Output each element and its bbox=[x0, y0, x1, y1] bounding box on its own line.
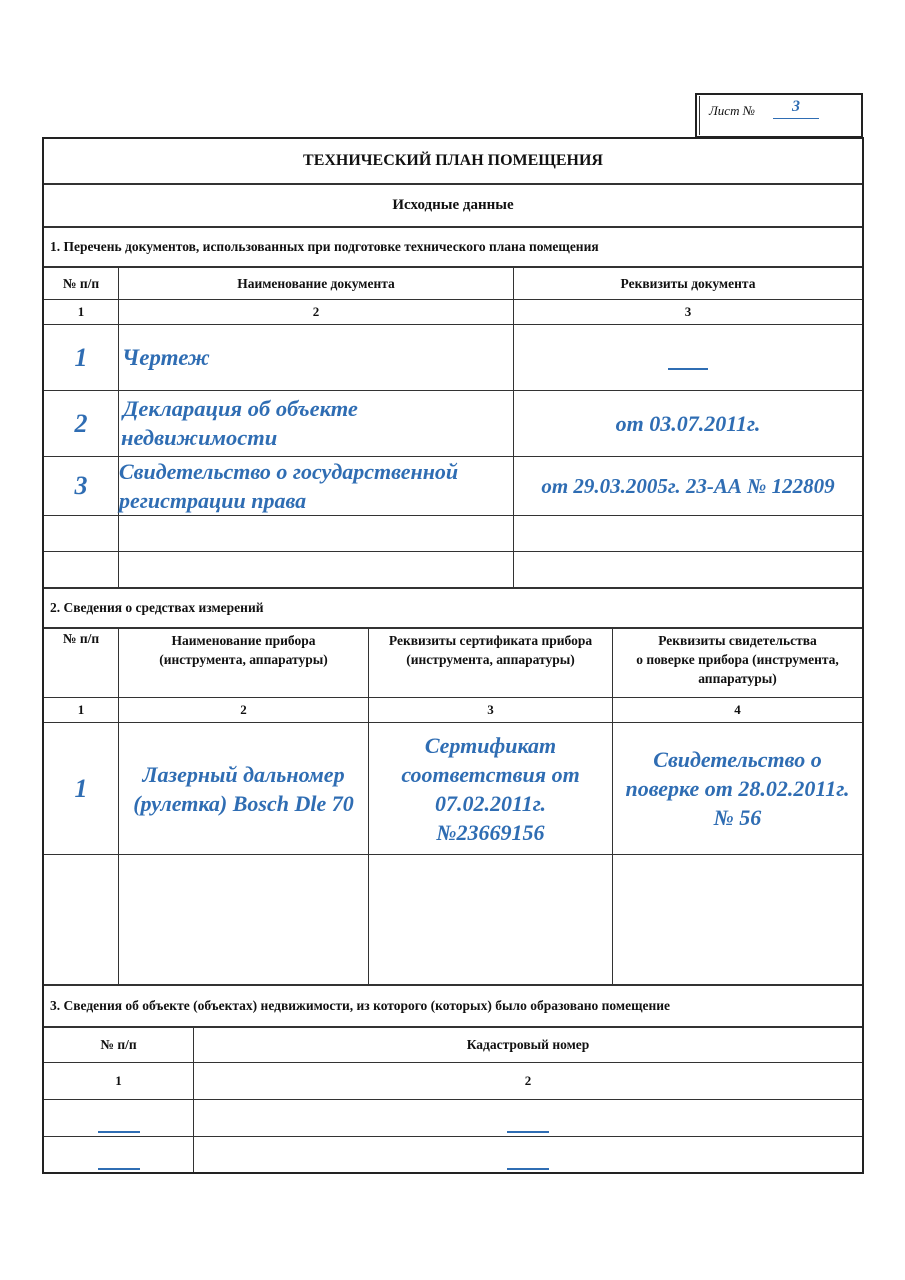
s3-colnum-1: 1 bbox=[115, 1073, 122, 1088]
s2-col-verif-line3: аппаратуры) bbox=[698, 671, 777, 686]
s1-row1-req-dash bbox=[668, 368, 708, 370]
s3-row2-num-dash bbox=[98, 1168, 140, 1170]
s2-colnum-4: 4 bbox=[734, 702, 741, 717]
s1-col-req: Реквизиты документа bbox=[620, 276, 756, 291]
sheet-number-underline bbox=[773, 118, 819, 119]
s3-row1-num-dash bbox=[98, 1131, 140, 1133]
s3-row2-num bbox=[44, 1137, 193, 1172]
s2-colnum-1: 1 bbox=[77, 702, 85, 717]
s1-row3-name bbox=[119, 457, 513, 515]
s1-row1-num: 1 bbox=[74, 342, 88, 372]
s1-row1-req bbox=[514, 325, 862, 390]
s2-col-device-line1: Наименование прибора bbox=[171, 633, 316, 648]
divider bbox=[44, 515, 862, 516]
s3-row1-cadastral-dash bbox=[507, 1131, 549, 1133]
s1-row1-name: Чертеж bbox=[122, 344, 210, 370]
s2-row1-device-line1: Лазерный дальномер bbox=[142, 762, 345, 787]
s3-col-cadastral: Кадастровый номер bbox=[466, 1037, 590, 1052]
s1-col-num: № п/п bbox=[62, 276, 100, 291]
s1-colnum-1: 1 bbox=[77, 304, 85, 319]
form-title: ТЕХНИЧЕСКИЙ ПЛАН ПОМЕЩЕНИЯ bbox=[303, 152, 603, 169]
s1-row2-num: 2 bbox=[74, 408, 88, 438]
divider bbox=[44, 854, 862, 855]
s1-row2-name bbox=[121, 394, 511, 452]
s3-row2-cadastral-dash bbox=[507, 1168, 549, 1170]
form-subtitle: Исходные данные bbox=[392, 197, 514, 213]
s1-row3-num: 3 bbox=[74, 471, 88, 500]
sheet-number-box bbox=[695, 93, 863, 138]
s3-col-num: № п/п bbox=[100, 1037, 137, 1052]
divider bbox=[44, 551, 862, 552]
s2-col-num: № п/п bbox=[62, 631, 100, 646]
s2-row1-cert-line1: Сертификат bbox=[424, 733, 557, 758]
s2-col-device bbox=[119, 631, 368, 669]
s1-row2-name-line1: Декларация об объекте bbox=[123, 396, 358, 421]
s1-row3-name-line1: Свидетельство о государственной bbox=[119, 459, 459, 484]
s2-col-cert-line2: (инструмента, аппаратуры) bbox=[406, 652, 575, 667]
s2-row1-num: 1 bbox=[74, 773, 88, 803]
s2-row1-verif bbox=[613, 745, 862, 832]
divider bbox=[44, 627, 862, 629]
s3-colnum-2: 2 bbox=[524, 1073, 532, 1088]
s2-row1-verif-line1: Свидетельство о bbox=[653, 747, 822, 772]
sheet-number: 3 bbox=[792, 98, 800, 115]
sheet-box-inner-line bbox=[699, 96, 700, 135]
s1-row3-name-line2: регистрации права bbox=[119, 488, 307, 513]
s2-row1-cert-line4: №23669156 bbox=[436, 820, 545, 845]
s2-colnum-2: 2 bbox=[240, 702, 247, 717]
section2-heading: 2. Сведения о средствах измерений bbox=[50, 600, 264, 615]
s2-col-verif-line2: о поверке прибора (инструмента, bbox=[636, 652, 839, 667]
s2-row1-cert-line3: 07.02.2011г. bbox=[434, 791, 547, 816]
s2-col-verif-line1: Реквизиты свидетельства bbox=[658, 633, 817, 648]
s2-row1-verif-line2: поверке от 28.02.2011г. bbox=[625, 776, 850, 801]
s2-row1-verif-line3: № 56 bbox=[713, 805, 762, 830]
s2-col-device-line2: (инструмента, аппаратуры) bbox=[159, 652, 328, 667]
s1-colnum-2: 2 bbox=[312, 304, 320, 319]
s2-row1-device-line2: (рулетка) Bosch Dle 70 bbox=[133, 791, 354, 816]
section3-heading: 3. Сведения об объекте (объектах) недвижимости, из которого (которых) было образовано помещение bbox=[50, 998, 671, 1013]
s1-row2-req: от 03.07.2011г. bbox=[615, 410, 761, 436]
s2-row1-device bbox=[119, 760, 368, 818]
s2-col-cert bbox=[369, 631, 612, 669]
s1-row3-req: от 29.03.2005г. 23-АА № 122809 bbox=[541, 473, 835, 498]
divider bbox=[44, 722, 862, 723]
sheet-label: Лист № bbox=[709, 103, 755, 118]
s3-row1-num bbox=[44, 1100, 193, 1136]
s2-col-verif bbox=[613, 631, 862, 688]
s1-col-name: Наименование документа bbox=[237, 276, 395, 291]
s3-row2-cadastral bbox=[194, 1137, 862, 1172]
s2-row1-cert bbox=[369, 731, 612, 847]
s2-row1-cert-line2: соответствия от bbox=[401, 762, 580, 787]
section1-heading: 1. Перечень документов, использованных при подготовке технического плана помещения bbox=[50, 239, 599, 254]
s1-row2-name-line2: недвижимости bbox=[121, 425, 278, 450]
s3-row1-cadastral bbox=[194, 1100, 862, 1136]
s1-colnum-3: 3 bbox=[684, 304, 692, 319]
s2-colnum-3: 3 bbox=[487, 702, 494, 717]
s2-col-cert-line1: Реквизиты сертификата прибора bbox=[388, 633, 593, 648]
